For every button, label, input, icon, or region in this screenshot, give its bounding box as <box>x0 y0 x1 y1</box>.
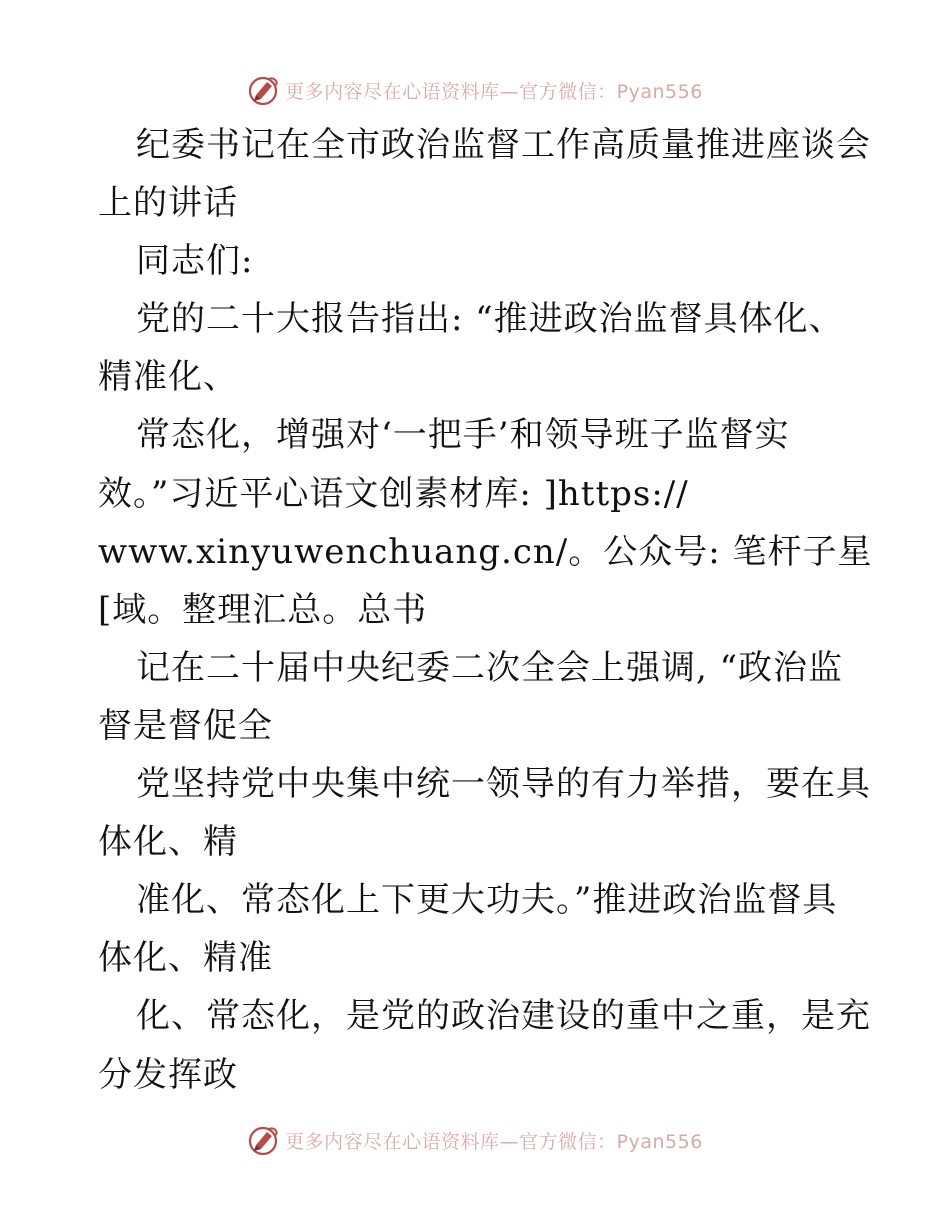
pen-logo-icon <box>247 73 281 107</box>
text-line: 记在二十届中央纪委二次全会上强调, “政治监 <box>136 647 843 688</box>
text-line: 督是督促全 <box>98 705 273 746</box>
header-banner <box>0 70 950 110</box>
document-body <box>98 116 873 1104</box>
text-line: www.xinyuwenchuang.cn/。公众号: 笔杆子星 <box>98 531 873 572</box>
text-line: 纪委书记在全市政治监督工作高质量推进座谈会 <box>136 125 871 165</box>
text-line: 效。”习近平心语文创素材库: ]https:// <box>98 473 689 514</box>
banner-text: 更多内容尽在心语资料库—官方微信：Pyan556 <box>285 1130 703 1153</box>
text-line: 同志们: <box>136 241 254 282</box>
text-line: 精准化、 <box>98 357 238 398</box>
text-line: 体化、精 <box>98 822 238 863</box>
banner-text: 更多内容尽在心语资料库—官方微信：Pyan556 <box>285 80 703 103</box>
text-line: 常态化，增强对‘一把手’和领导班子监督实 <box>136 415 790 456</box>
text-line: 准化、常态化上下更大功夫。”推进政治监督具 <box>136 880 838 921</box>
pen-logo-icon <box>247 1123 281 1157</box>
text-line: [域。整理汇总。总书 <box>98 589 428 630</box>
text-line: 党的二十大报告指出: “推进政治监督具体化、 <box>136 299 844 340</box>
text-line: 体化、精准 <box>98 938 273 979</box>
text-line: 分发挥政 <box>98 1054 238 1095</box>
text-line: 上的讲话 <box>98 183 238 224</box>
text-line: 党坚持党中央集中统一领导的有力举措，要在具 <box>136 764 871 805</box>
text-line: 化、常态化，是党的政治建设的重中之重，是充 <box>136 996 871 1037</box>
footer-banner <box>0 1120 950 1160</box>
